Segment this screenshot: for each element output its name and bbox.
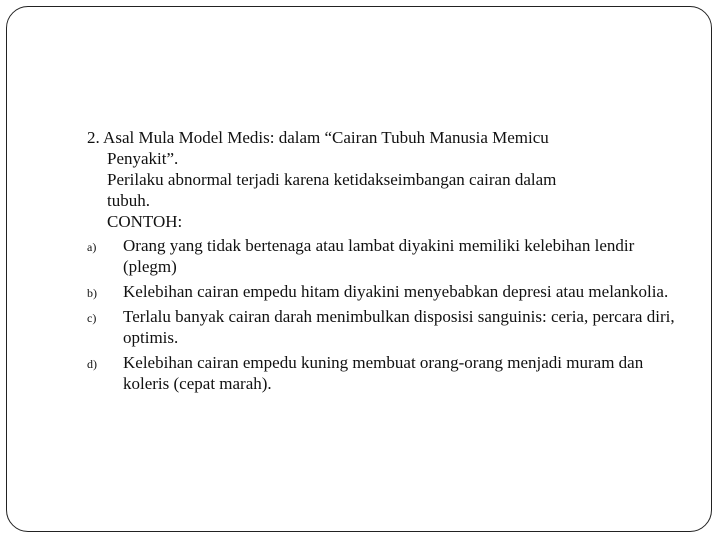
list-item-b <box>87 281 687 302</box>
heading-line-2: Penyakit”. <box>107 149 179 168</box>
list-item-text: Terlalu banyak cairan darah menimbulkan disposisi sanguinis: ceria, percara diri, optimis. <box>123 307 675 347</box>
example-list <box>87 235 687 394</box>
slide-content <box>87 127 687 398</box>
list-marker: d) <box>87 357 97 371</box>
list-marker: b) <box>87 286 97 300</box>
list-item-text: Orang yang tidak bertenaga atau lambat diyakini memiliki kelebihan lendir (plegm) <box>123 236 635 276</box>
list-item-text: Kelebihan cairan empedu hitam diyakini menyebabkan depresi atau melankolia. <box>123 282 669 301</box>
list-marker: c) <box>87 311 97 325</box>
heading-line-4: tubuh. <box>107 191 150 210</box>
slide-frame <box>6 6 712 532</box>
list-item-c <box>87 306 687 348</box>
heading-line-1: 2. Asal Mula Model Medis: dalam “Cairan Tubuh Manusia Memicu <box>87 128 549 147</box>
heading-line-3: Perilaku abnormal terjadi karena ketidakseimbangan cairan dalam <box>107 170 557 189</box>
heading-line-5: CONTOH: <box>107 212 183 231</box>
list-item-d <box>87 352 687 394</box>
list-item-a <box>87 235 687 277</box>
list-marker: a) <box>87 240 97 254</box>
list-item-text: Kelebihan cairan empedu kuning membuat orang-orang menjadi muram dan koleris (cepat marah). <box>123 353 644 393</box>
